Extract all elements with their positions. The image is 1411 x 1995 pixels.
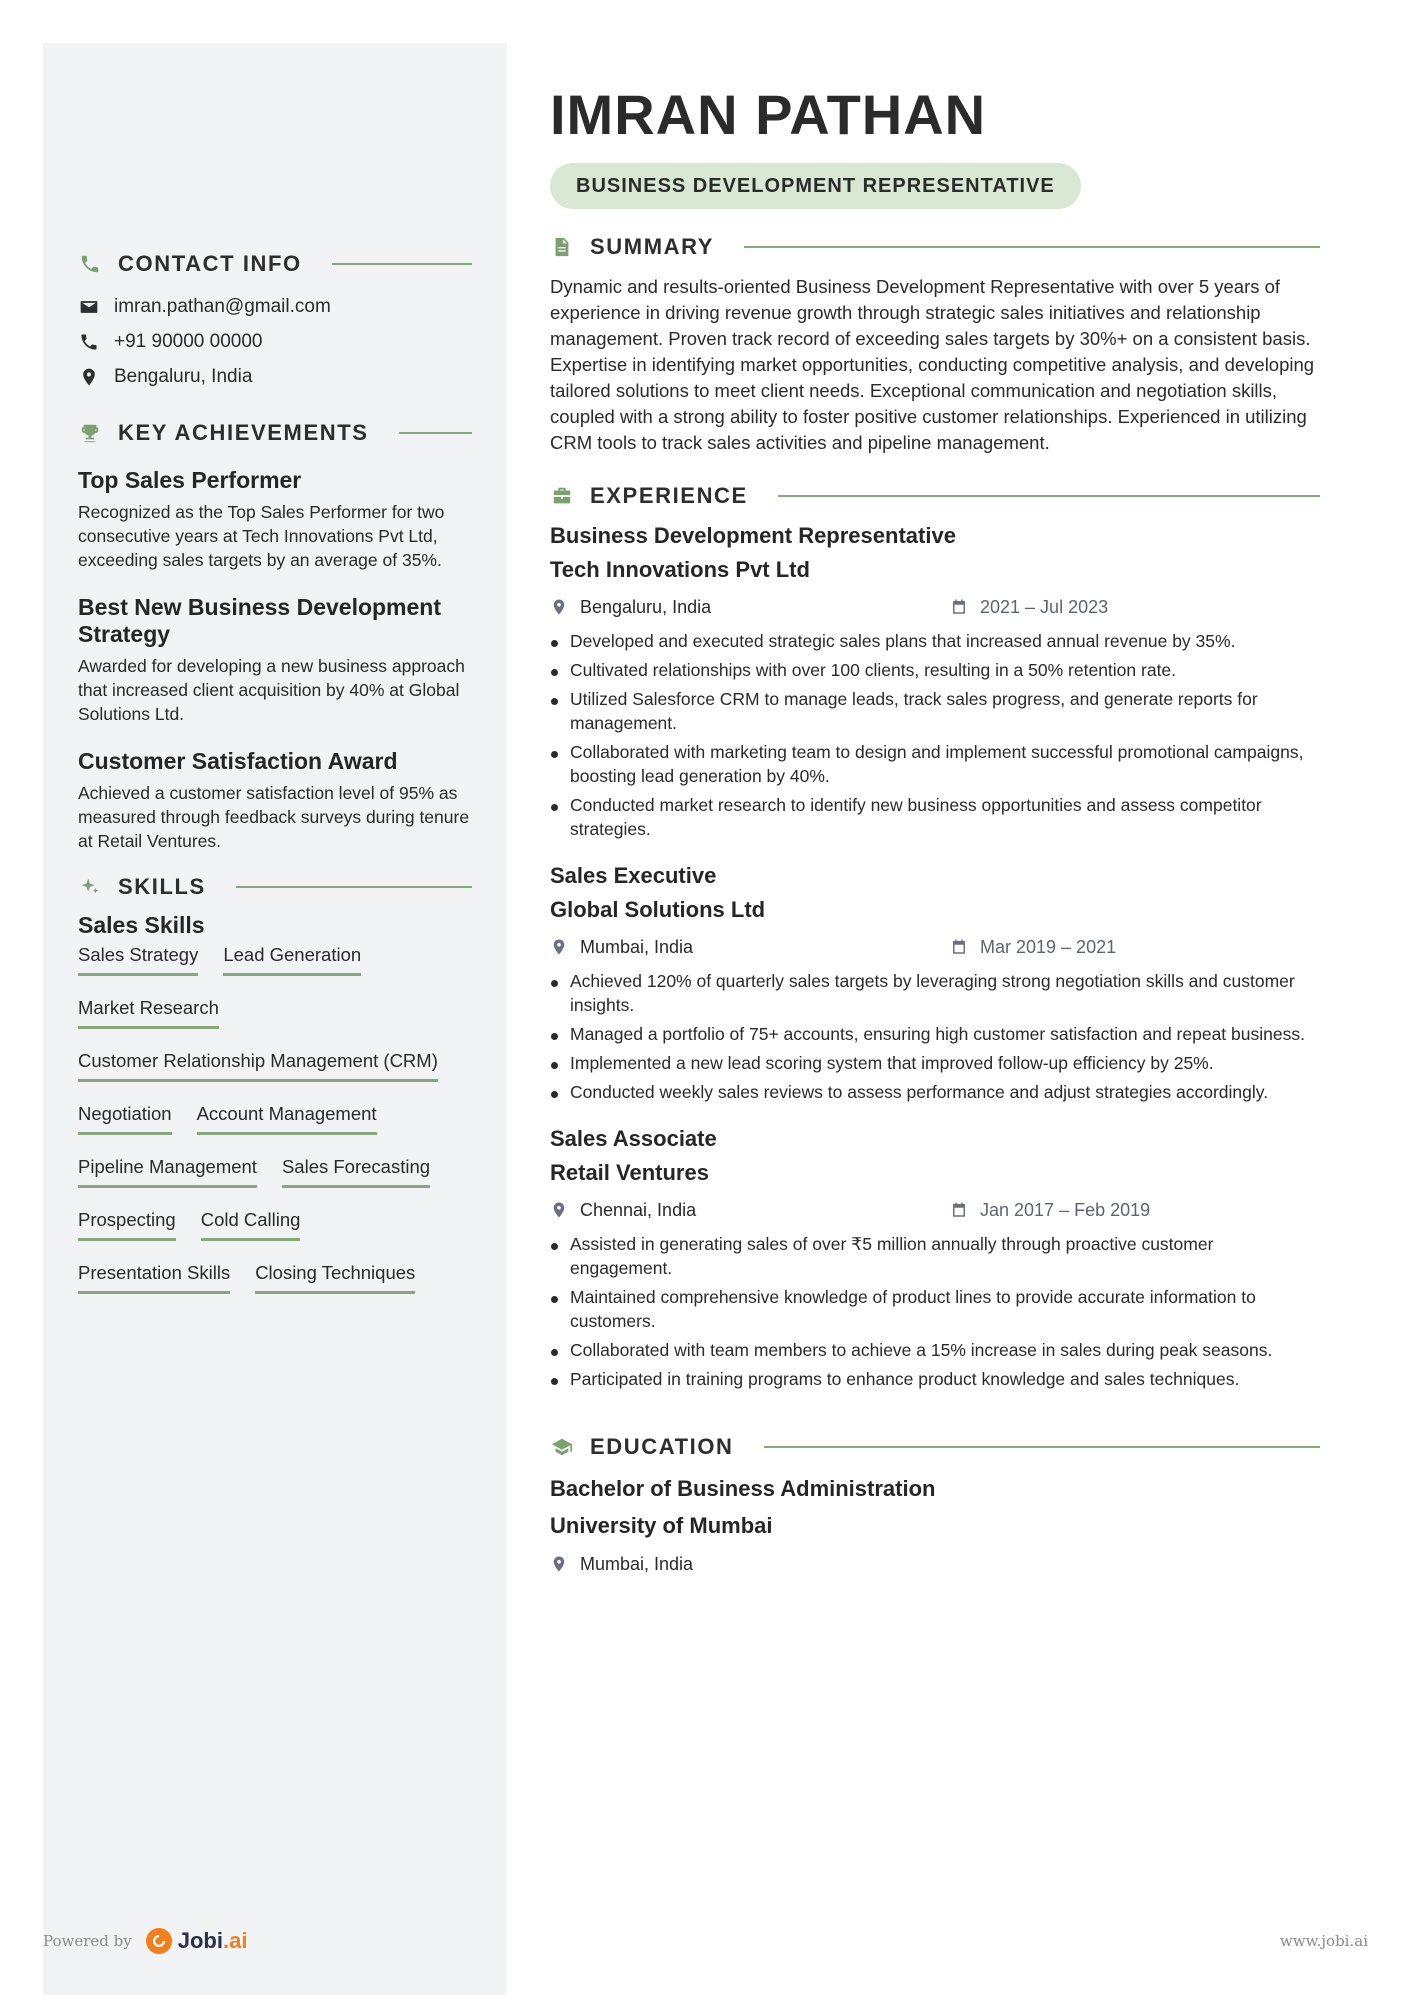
achievement-desc: Awarded for developing a new business approach that increased client acquisition by 40% at Global Solutions Ltd.	[78, 656, 465, 724]
job-bullet: Maintained comprehensive knowledge of product lines to provide accurate information to customers.	[550, 1285, 1320, 1333]
achievement-desc: Recognized as the Top Sales Performer for two consecutive years at Tech Innovations Pvt Ltd, exceeding sales targets by an average of 35%.	[78, 502, 445, 570]
skill-tag: Prospecting	[78, 1208, 176, 1241]
skill-group-title: Sales Skills	[78, 912, 205, 938]
heading-rule	[332, 263, 472, 265]
education-meta	[550, 1546, 1320, 1582]
skills-section	[78, 870, 472, 1314]
job-bullet: Conducted market research to identify new business opportunities and assess competitor strategies.	[550, 793, 1320, 841]
skill-row	[78, 943, 472, 976]
job-bullet: Participated in training programs to enhance product knowledge and sales techniques.	[550, 1367, 1320, 1391]
summary-heading	[550, 230, 1320, 264]
email-text: imran.pathan@gmail.com	[114, 295, 331, 317]
logo-suffix: .ai	[222, 1928, 248, 1953]
location-pin-icon	[550, 938, 568, 956]
jobi-logo-icon	[146, 1928, 172, 1954]
skill-tag: Account Management	[197, 1102, 377, 1135]
education-location-text: Mumbai, India	[580, 1553, 694, 1574]
skill-tag: Sales Strategy	[78, 943, 198, 976]
heading-rule	[744, 246, 1320, 248]
job-entry	[550, 859, 1320, 1104]
skills-heading-text: SKILLS	[118, 874, 206, 899]
phone-icon	[78, 331, 100, 353]
skill-tag: Negotiation	[78, 1102, 172, 1135]
job-dates	[950, 1200, 1150, 1221]
job-title: Business Development Representative	[550, 523, 956, 548]
job-dates-text: Jan 2017 – Feb 2019	[980, 1199, 1151, 1220]
contact-location	[78, 359, 472, 394]
website-link[interactable]: www.jobi.ai	[1279, 1932, 1368, 1950]
calendar-icon	[950, 1201, 968, 1219]
job-bullet: Implemented a new lead scoring system that improved follow-up efficiency by 25%.	[550, 1051, 1320, 1075]
phone-text: +91 90000 00000	[114, 330, 263, 352]
graduation-cap-icon	[550, 1435, 574, 1459]
job-bullet: Utilized Salesforce CRM to manage leads, track sales progress, and generate reports for management.	[550, 687, 1320, 735]
heading-rule	[236, 886, 472, 888]
job-bullet: Managed a portfolio of 75+ accounts, ensuring high customer satisfaction and repeat business.	[550, 1022, 1320, 1046]
experience-heading-text: EXPERIENCE	[590, 483, 748, 508]
experience-section	[550, 479, 1320, 1409]
calendar-icon	[950, 598, 968, 616]
job-entry	[550, 519, 1320, 841]
job-bullet: Cultivated relationships with over 100 clients, resulting in a 50% retention rate.	[550, 658, 1320, 682]
skill-tag: Pipeline Management	[78, 1155, 257, 1188]
summary-heading-text: SUMMARY	[590, 234, 715, 259]
logo-name: Jobi	[177, 1928, 223, 1953]
location-pin-icon	[78, 366, 100, 388]
job-dates-text: Mar 2019 – 2021	[980, 936, 1117, 957]
contact-section	[78, 247, 472, 394]
skill-row	[78, 1261, 472, 1294]
job-meta	[550, 1192, 1320, 1228]
skill-tag: Closing Techniques	[255, 1261, 415, 1294]
powered-by-text: Powered by	[43, 1932, 132, 1950]
job-bullet: Developed and executed strategic sales plans that increased annual revenue by 35%.	[550, 629, 1320, 653]
job-location	[550, 937, 950, 958]
achievement-title: Customer Satisfaction Award	[78, 748, 398, 774]
job-bullets	[550, 969, 1320, 1104]
skills-heading	[78, 870, 472, 904]
job-entry	[550, 1122, 1320, 1391]
job-company: Retail Ventures	[550, 1160, 709, 1185]
education-heading	[550, 1430, 1320, 1464]
job-location-text: Mumbai, India	[580, 936, 694, 957]
skill-row	[78, 1208, 472, 1241]
job-location	[550, 1200, 950, 1221]
jobi-logo-text[interactable]	[178, 1928, 248, 1954]
skill-row	[78, 1049, 472, 1082]
skill-tag: Customer Relationship Management (CRM)	[78, 1049, 438, 1082]
job-dates	[950, 597, 1108, 618]
job-dates-text: 2021 – Jul 2023	[980, 596, 1109, 617]
briefcase-icon	[550, 484, 574, 508]
job-bullet: Collaborated with marketing team to design and implement successful promotional campaigns, boosting lead generation by 40%.	[550, 740, 1320, 788]
education-school: University of Mumbai	[550, 1513, 773, 1538]
skill-tag: Cold Calling	[201, 1208, 301, 1241]
achievements-section	[78, 416, 472, 875]
phone-icon	[78, 252, 102, 276]
job-location-text: Chennai, India	[580, 1199, 697, 1220]
summary-text: Dynamic and results-oriented Business Development Representative with over 5 years of experience in driving revenue growth through strategic sales initiatives and relationship management. Proven track record of exceeding sales targets by 30%+ on a consistent basis. Expertise in identifying market opportunities, conducting competitive analysis, and developing tailored solutions to meet client needs. Exceptional communication and negotiation skills, coupled with a strong ability to foster positive customer relationships. Experienced in utilizing CRM tools to track sales activities and pipeline management.	[550, 276, 1315, 453]
job-bullet: Conducted weekly sales reviews to assess performance and adjust strategies accordingly.	[550, 1080, 1320, 1104]
document-icon	[550, 235, 574, 259]
job-bullet: Assisted in generating sales of over ₹5 million annually through proactive customer engagement.	[550, 1232, 1320, 1280]
trophy-icon	[78, 421, 102, 445]
education-section	[550, 1430, 1320, 1582]
achievement-item	[78, 467, 472, 572]
sidebar	[43, 43, 507, 1995]
skill-tag: Presentation Skills	[78, 1261, 230, 1294]
heading-rule	[764, 1446, 1320, 1448]
job-meta	[550, 589, 1320, 625]
education-heading-text: EDUCATION	[590, 1434, 734, 1459]
location-pin-icon	[550, 598, 568, 616]
achievement-title: Best New Business Development Strategy	[78, 594, 442, 647]
job-bullets	[550, 629, 1320, 841]
job-title: Sales Executive	[550, 863, 717, 888]
job-company: Global Solutions Ltd	[550, 897, 766, 922]
achievement-title: Top Sales Performer	[78, 467, 302, 493]
candidate-name: IMRAN PATHAN	[550, 83, 987, 146]
skill-row	[78, 996, 472, 1029]
skill-tag: Market Research	[78, 996, 219, 1029]
summary-section	[550, 230, 1320, 456]
location-pin-icon	[550, 1555, 568, 1573]
mail-icon	[78, 296, 100, 318]
job-location	[550, 597, 950, 618]
sparkle-icon	[78, 875, 102, 899]
education-degree: Bachelor of Business Administration	[550, 1476, 936, 1501]
location-pin-icon	[550, 1201, 568, 1219]
achievements-heading-text: KEY ACHIEVEMENTS	[118, 420, 369, 445]
job-bullet: Achieved 120% of quarterly sales targets by leveraging strong negotiation skills and customer insights.	[550, 969, 1320, 1017]
skill-row	[78, 1102, 472, 1135]
heading-rule	[778, 495, 1320, 497]
heading-rule	[399, 432, 472, 434]
achievement-item	[78, 748, 472, 853]
achievement-desc: Achieved a customer satisfaction level of 95% as measured through feedback surveys during tenure at Retail Ventures.	[78, 783, 470, 851]
job-dates	[950, 937, 1116, 958]
job-company: Tech Innovations Pvt Ltd	[550, 557, 810, 582]
calendar-icon	[950, 938, 968, 956]
skill-tag: Lead Generation	[223, 943, 361, 976]
achievements-heading	[78, 416, 472, 450]
skill-tag: Sales Forecasting	[282, 1155, 430, 1188]
job-bullets	[550, 1232, 1320, 1391]
skill-row	[78, 1155, 472, 1188]
job-meta	[550, 929, 1320, 965]
footer-branding	[43, 1928, 247, 1954]
contact-heading-text: CONTACT INFO	[118, 251, 302, 276]
role-badge: BUSINESS DEVELOPMENT REPRESENTATIVE	[550, 163, 1081, 209]
contact-email	[78, 289, 472, 324]
job-bullet: Collaborated with team members to achieve a 15% increase in sales during peak seasons.	[550, 1338, 1320, 1362]
contact-phone	[78, 324, 472, 359]
achievement-item	[78, 594, 472, 726]
job-location-text: Bengaluru, India	[580, 596, 712, 617]
job-title: Sales Associate	[550, 1126, 717, 1151]
experience-heading	[550, 479, 1320, 513]
education-location	[550, 1554, 950, 1575]
contact-heading	[78, 247, 472, 281]
location-text: Bengaluru, India	[114, 365, 253, 387]
